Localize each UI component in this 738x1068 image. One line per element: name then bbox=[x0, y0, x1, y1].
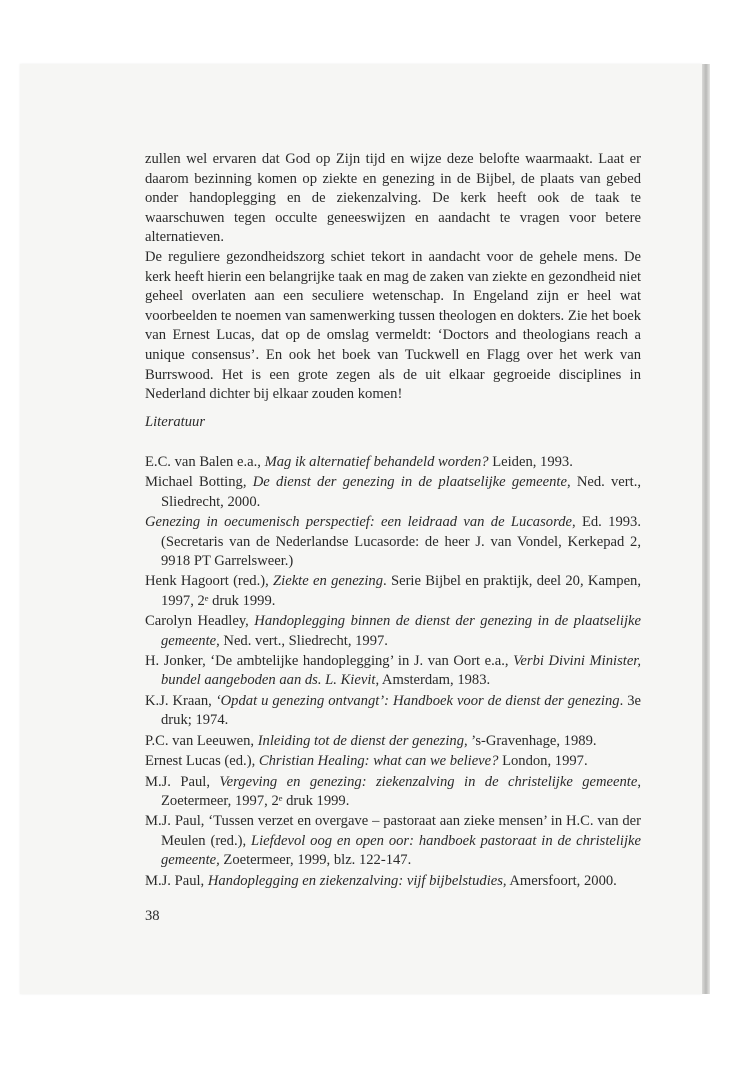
paragraph-1: zullen wel ervaren dat God op Zijn tijd en wijze deze belofte waarmaakt. Laat er daarom bezinning komen op ziekte en genezing in de Bijbel, de plaats van gebed onder handoplegging en de ziekenzalving. De kerk heeft ook de taak te waarschuwen tegen occulte geneeswijzen en aandacht te vragen voor betere alternatieven. bbox=[145, 151, 641, 246]
page-edge bbox=[702, 64, 710, 994]
reference-item: Michael Botting, De dienst der genezing in de plaatselijke gemeente, Ned. vert., Sliedrecht, 2000. bbox=[145, 474, 641, 510]
reference-list bbox=[145, 453, 641, 892]
reference-item: H. Jonker, ‘De ambtelijke handoplegging’ in J. van Oort e.a., Verbi Divini Minister, bundel aangeboden aan ds. L. Kievit, Amsterdam, 1983. bbox=[145, 653, 642, 689]
literature-heading: Literatuur bbox=[145, 414, 206, 430]
reference-item: E.C. van Balen e.a., Mag ik alternatief behandeld worden? Leiden, 1993. bbox=[145, 454, 573, 470]
reference-item: Henk Hagoort (red.), Ziekte en genezing. Serie Bijbel en praktijk, deel 20, Kampen, 1997, 2ᵉ druk 1999. bbox=[145, 573, 641, 609]
reference-item: Carolyn Headley, Handoplegging binnen de dienst der genezing in de plaatselijke gemeente, Ned. vert., Sliedrecht, 1997. bbox=[145, 613, 641, 649]
paragraph-2: De reguliere gezondheidszorg schiet tekort in aandacht voor de gehele mens. De kerk heeft hierin een belangrijke taak en mag de zaken van ziekte en gezondheid niet geheel overlaten aan een seculiere wetenschap. In Engeland zijn er heel wat voorbeelden te noemen van samenwerking tussen theologen en dokters. Zie het boek van Ernest Lucas, dat op de omslag vermeldt: ‘Doctors and theologians reach a unique consensus’. En ook het boek van Tuckwell en Flagg over het werk van Burrswood. Het is een grote zegen als de uit elkaar gegroeide disciplines in Nederland dichter bij elkaar zouden komen! bbox=[145, 248, 641, 403]
page-number: 38 bbox=[145, 908, 160, 924]
reference-item: Genezing in oecumenisch perspectief: een leidraad van de Lucasorde, Ed. 1993. (Secretaris van de Nederlandse Lucasorde: de heer J. van Vondel, Kerkepad 2, 9918 PT Garrelsweer.) bbox=[145, 514, 641, 570]
body-text bbox=[145, 150, 641, 405]
reference-item: M.J. Paul, ‘Tussen verzet en overgave – pastoraat aan zieke mensen’ in H.C. van der Meulen (red.), Liefdevol oog en open oor: handboek pastoraat in de christelijke gemeente, Zoetermeer, 1999, blz. 122-147. bbox=[145, 813, 641, 869]
reference-item: P.C. van Leeuwen, Inleiding tot de dienst der genezing, ’s-Gravenhage, 1989. bbox=[145, 732, 597, 749]
reference-item: Ernest Lucas (ed.), Christian Healing: what can we believe? London, 1997. bbox=[145, 753, 588, 770]
reference-item: K.J. Kraan, ‘Opdat u genezing ontvangt’: Handboek voor de dienst der genezing. 3e druk; 1974. bbox=[145, 692, 641, 729]
reference-item: M.J. Paul, Vergeving en genezing: ziekenzalving in de christelijke gemeente, Zoetermeer, 1997, 2ᵉ druk 1999. bbox=[145, 773, 641, 809]
reference-item: M.J. Paul, Handoplegging en ziekenzalving: vijf bijbelstudies, Amersfoort, 2000. bbox=[145, 872, 617, 889]
